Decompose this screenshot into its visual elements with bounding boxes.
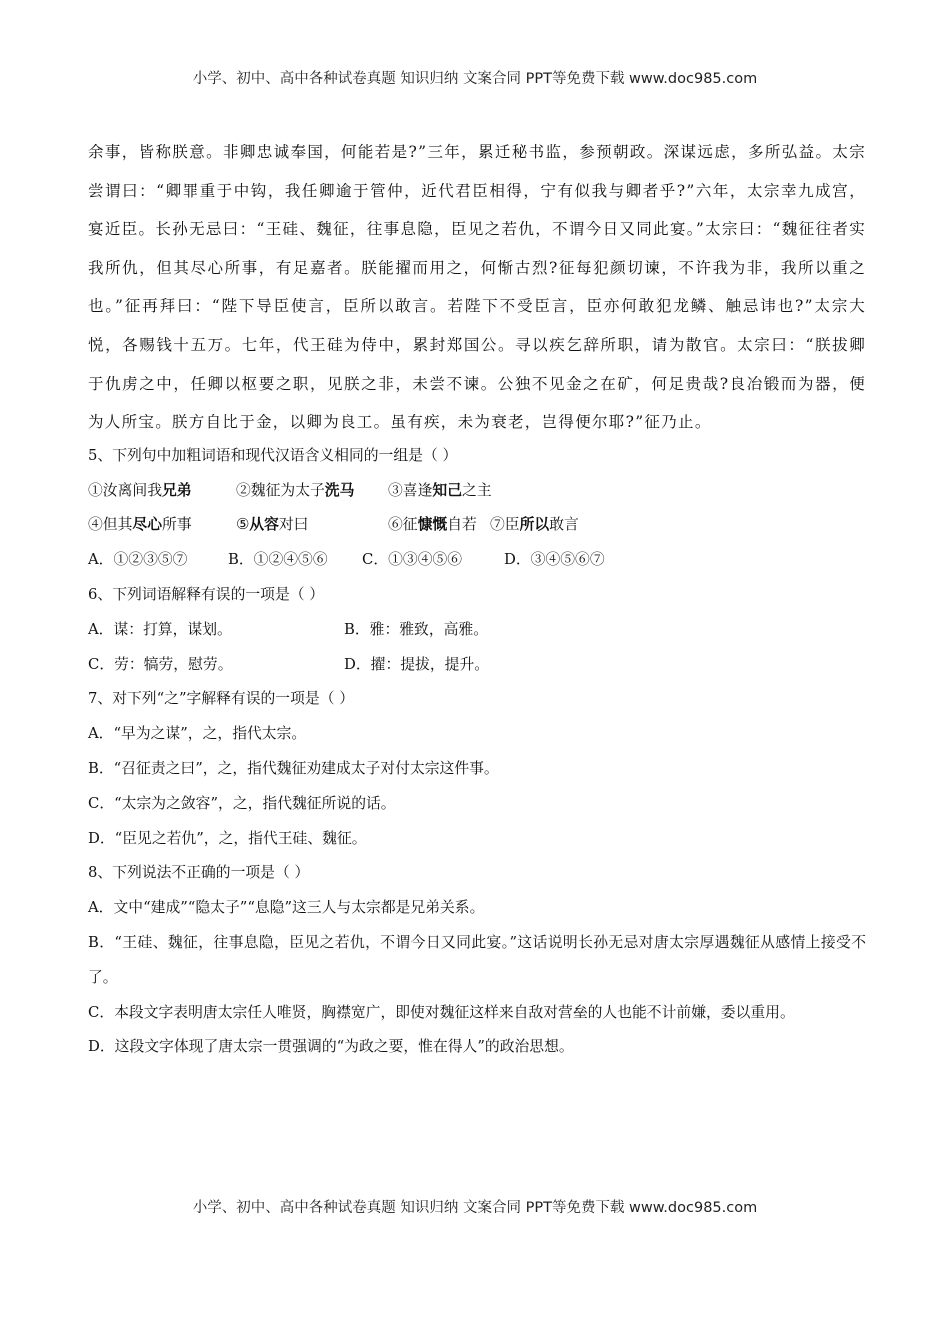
q5-option-b: B．①②④⑤⑥ (228, 551, 328, 569)
question-8-stem: 8、下列说法不正确的一项是（ ） (88, 864, 310, 882)
q7-option-c: C．“太宗为之敛容”，之，指代魏征所说的话。 (88, 794, 396, 812)
q6-option-c: C．劳：犒劳，慰劳。 (88, 655, 233, 673)
q6-option-b: B．雅：雅致，高雅。 (344, 620, 489, 638)
question-5-stem: 5、下列句中加粗词语和现代汉语含义相同的一组是（ ） (88, 446, 458, 464)
q8-option-a: A．文中“建成”“隐太子”“息隐”这三人与太宗都是兄弟关系。 (88, 899, 485, 917)
q5-option-d: D．③④⑤⑥⑦ (504, 551, 605, 569)
q5-option-c: C．①③④⑤⑥ (362, 551, 463, 569)
question-5-items-row-1 (88, 474, 866, 509)
q7-option-b: B．“召征责之曰”，之，指代魏征劝建成太子对付太宗这件事。 (88, 759, 499, 777)
q5-item-6: ⑥征慷慨自若 (388, 516, 477, 534)
q5-item-1: ①汝离间我兄弟 (88, 481, 192, 499)
page-header: 小学、初中、高中各种试卷真题 知识归纳 文案合同 PPT等免费下载 www.doc985.com (192, 71, 758, 87)
question-7-stem: 7、对下列“之”字解释有误的一项是（ ） (88, 690, 354, 708)
q6-option-d: D．擢：提拔，提升。 (344, 655, 490, 673)
q5-item-2: ②魏征为太子洗马 (236, 481, 355, 499)
q7-option-a: A．“早为之谋”，之，指代太宗。 (88, 725, 307, 743)
q7-option-d: D．“臣见之若仇”，之，指代王硅、魏征。 (88, 829, 367, 847)
question-6-options-row-1 (88, 613, 866, 648)
question-5-items-row-2 (88, 508, 866, 543)
q5-item-3: ③喜逢知己之主 (388, 481, 492, 499)
page-footer: 小学、初中、高中各种试卷真题 知识归纳 文案合同 PPT等免费下载 www.doc985.com (192, 1200, 758, 1216)
q5-item-5: ⑤从容对曰 (236, 516, 309, 534)
q8-option-d: D．这段文字体现了唐太宗一贯强调的“为政之要，惟在得人”的政治思想。 (88, 1038, 574, 1056)
classical-passage: 余事，皆称朕意。非卿忠诚奉国，何能若是?”三年，累迁秘书监，参预朝政。深谋远虑，多所弘益。太宗尝谓曰：“卿罪重于中钩，我任卿逾于管仲，近代君臣相得，宁有似我与卿者乎?”六年，太宗幸九成宫，宴近臣。长孙无忌曰：“王硅、魏征，往事息隐，臣见之若仇，不谓今日又同此宴。”太宗曰：“魏征往者实我所仇，但其尽心所事，有足嘉者。朕能擢而用之，何惭古烈?征每犯颜切谏，不许我为非，我所以重之也。”征再拜曰：“陛下导臣使言，臣所以敢言。若陛下不受臣言，臣亦何敢犯龙鳞、触忌讳也?”太宗大悦，各赐钱十五万。七年，代王硅为侍中，累封郑国公。寻以疾乞辞所职，请为散官。太宗曰：“朕拔卿于仇虏之中，任卿以枢要之职，见朕之非，未尝不谏。公独不见金之在矿，何足贵哉?良冶锻而为器，便为人所宝。朕方自比于金，以卿为良工。虽有疾，未为衰老，岂得便尔耶?”征乃止。 (88, 143, 866, 432)
q8-option-c: C．本段文字表明唐太宗任人唯贤，胸襟宽广，即使对魏征这样来自敌对营垒的人也能不计前嫌，委以重用。 (88, 1003, 795, 1021)
question-5-options (88, 543, 866, 578)
q5-option-a: A．①②③⑤⑦ (88, 551, 188, 569)
document-body (88, 133, 866, 1065)
question-6-stem: 6、下列词语解释有误的一项是（ ） (88, 585, 325, 603)
q8-option-b: B．“王硅、魏征，往事息隐，臣见之若仇，不谓今日又同此宴。”这话说明长孙无忌对唐太宗厚遇魏征从感情上接受不了。 (88, 933, 866, 986)
q5-item-4: ④但其尽心所事 (88, 516, 192, 534)
q5-item-7: ⑦臣所以敢言 (490, 516, 579, 534)
question-6-options-row-2 (88, 648, 866, 683)
q6-option-a: A．谋：打算，谋划。 (88, 620, 232, 638)
